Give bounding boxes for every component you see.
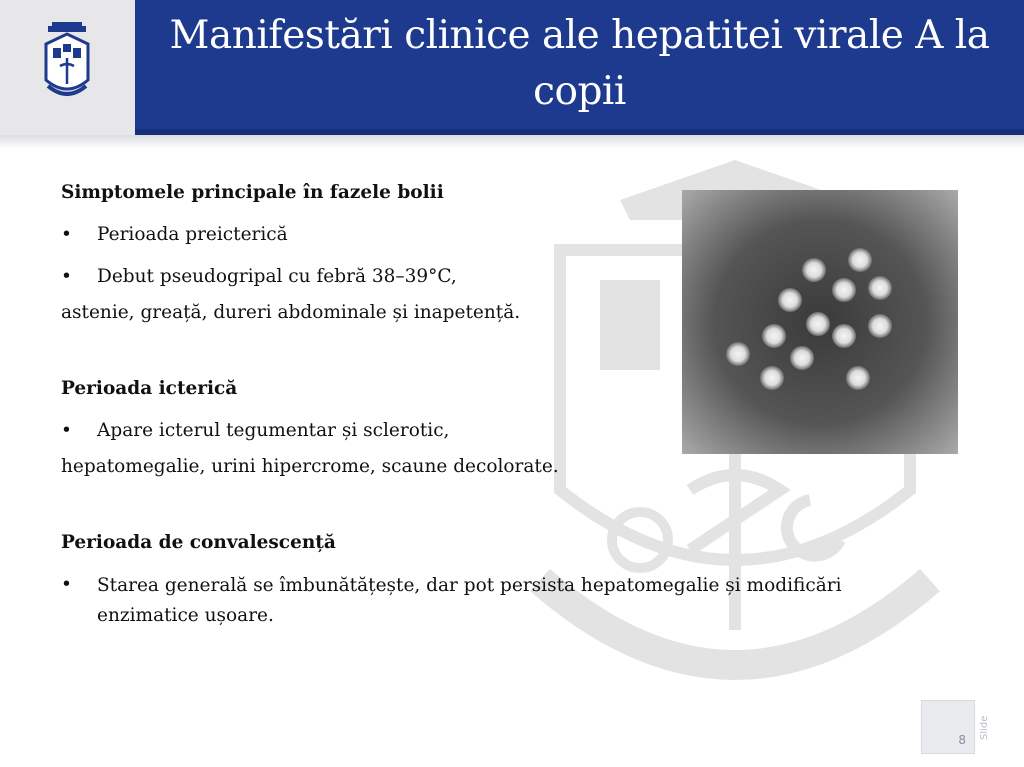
section-heading: Simptomele principale în fazele bolii: [61, 182, 444, 203]
bullet-text: Debut pseudogripal cu febră 38–39°C,: [97, 266, 457, 287]
bullet-item: [61, 574, 881, 634]
slide-number-box: [921, 700, 975, 754]
university-crest-logo: [40, 22, 94, 100]
virus-microscopy-image: [682, 190, 958, 454]
bullet-text: Perioada preicterică: [97, 224, 288, 245]
paragraph-continuation: hepatomegalie, urini hipercrome, scaune decolorate.: [61, 456, 559, 477]
bullet-symbol: •: [61, 420, 72, 441]
slide-title: Manifestări clinice ale hepatitei virale A la copii: [169, 13, 990, 114]
bullet-symbol: •: [61, 574, 72, 595]
bullet-symbol: •: [61, 224, 72, 245]
bullet-text: Apare icterul tegumentar și sclerotic,: [97, 420, 450, 441]
bullet-symbol: •: [61, 266, 72, 287]
bullet-text: Starea generală se îmbunătățește, dar pot persista hepatomegalie și modificări enzimatice ușoare.: [97, 575, 842, 626]
header-logo-panel: [0, 0, 135, 135]
slide-number: 8: [958, 733, 966, 747]
paragraph-continuation: astenie, greață, dureri abdominale și inapetență.: [61, 302, 521, 323]
header-shadow: [0, 135, 1024, 149]
section-heading: Perioada de convalescență: [61, 532, 336, 553]
slide-label: Slide: [979, 715, 990, 740]
section-heading: Perioada icterică: [61, 378, 238, 399]
